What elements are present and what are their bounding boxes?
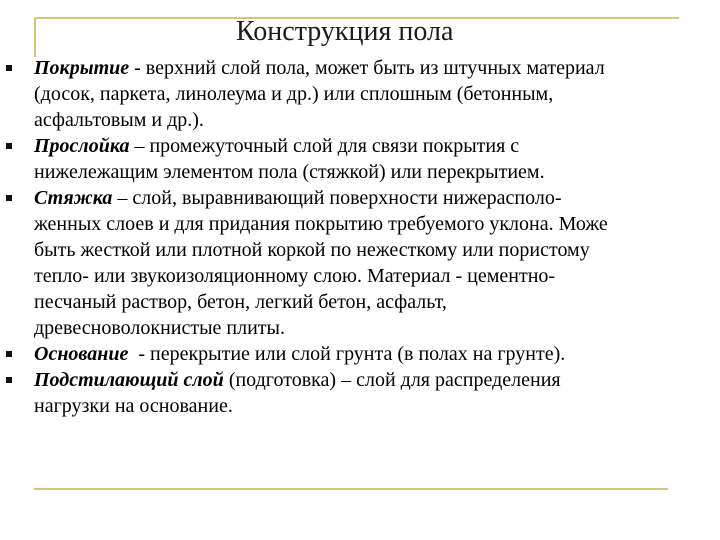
- bullet-text: (подготовка) – слой для распределения: [223, 369, 561, 391]
- bullet-continuation-line: песчаный раствор, бетон, легкий бетон, асфальт,: [34, 291, 447, 313]
- bullet-first-line: [34, 133, 720, 159]
- bottom-rule: [34, 488, 668, 490]
- bullet-first-line: [34, 367, 720, 393]
- bullet-item-styazhka: [0, 185, 720, 341]
- bullet-text: – слой, выравнивающий поверхности нижерасполо-: [112, 187, 562, 209]
- bullet-item-osnovanie: [0, 341, 720, 367]
- bullet-term: Покрытие: [34, 57, 130, 79]
- bullet-square-icon: [6, 377, 12, 383]
- bullet-square-icon: [6, 195, 12, 201]
- bullet-continuation-line: (досок, паркета, линолеума и др.) или сплошным (бетонным,: [34, 83, 554, 105]
- bullet-text: - перекрытие или слой грунта (в полах на грунте).: [128, 343, 566, 365]
- bullet-continuation-line: нижележащим элементом пола (стяжкой) или перекрытием.: [34, 161, 545, 183]
- slide-title: Конструкция пола: [236, 16, 454, 47]
- bullet-item-pokrytie: [0, 55, 720, 133]
- bullet-square-icon: [6, 143, 12, 149]
- bullet-continuation-line: асфальтовым и др.).: [34, 109, 204, 131]
- bullet-first-line: [34, 185, 720, 211]
- bullet-term: Стяжка: [34, 187, 113, 209]
- bullet-square-icon: [6, 65, 12, 71]
- bullet-continuation-line: древесноволокнистые плиты.: [34, 317, 285, 339]
- bullet-continuation-line: нагрузки на основание.: [34, 395, 233, 417]
- bullet-square-icon: [6, 351, 12, 357]
- bullet-list: [0, 55, 720, 419]
- left-rule: [34, 17, 36, 57]
- bullet-first-line: [34, 341, 720, 367]
- bullet-item-prosloyka: [0, 133, 720, 185]
- bullet-term: Прослойка: [34, 135, 130, 157]
- bullet-first-line: [34, 55, 720, 81]
- bullet-text: - верхний слой пола, может быть из штучных материал: [129, 57, 605, 79]
- bullet-item-podstilayushchiy-sloy: [0, 367, 720, 419]
- bullet-text: – промежуточный слой для связи покрытия с: [129, 135, 520, 157]
- bullet-term: Основание: [34, 343, 129, 365]
- bullet-continuation-line: тепло- или звукоизоляционному слою. Материал - цементно-: [34, 265, 556, 287]
- bullet-continuation-line: быть жесткой или плотной коркой по нежесткому или пористому: [34, 239, 590, 261]
- bullet-continuation-line: женных слоев и для придания покрытию требуемого уклона. Може: [34, 213, 608, 235]
- bullet-term: Подстилающий слой: [34, 369, 224, 391]
